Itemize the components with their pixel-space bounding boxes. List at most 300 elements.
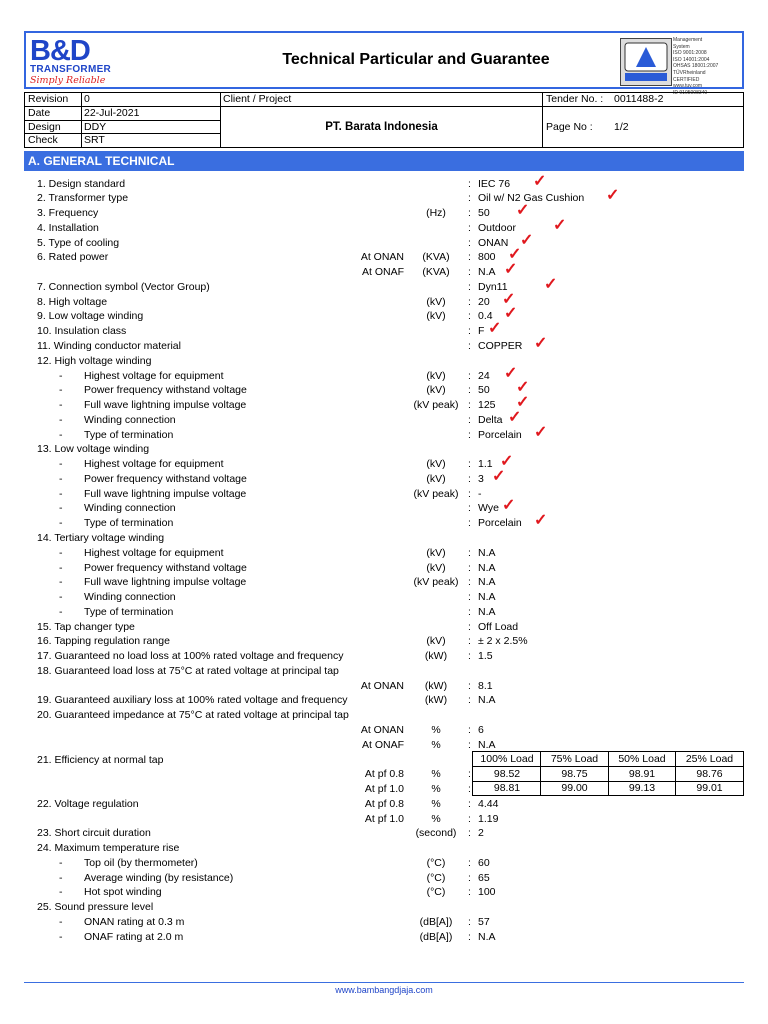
- cert-line: OHSAS 18001:2007: [673, 63, 719, 70]
- certification-text: [673, 37, 741, 96]
- client-value: PT. Barata Indonesia: [325, 121, 438, 133]
- spec-row: [0, 334, 768, 354]
- spec-label: 23. Short circuit duration: [37, 827, 151, 840]
- spec-value: ± 2 x 2.5%: [478, 635, 528, 648]
- spec-value: Outdoor: [478, 221, 516, 234]
- spec-value: 100: [478, 886, 496, 899]
- spec-unit: (kV): [426, 295, 446, 308]
- spec-sublabel: Type of termination: [84, 428, 174, 441]
- spec-unit: (°C): [426, 886, 446, 899]
- spec-row: [0, 305, 768, 324]
- spec-unit: (kW): [424, 679, 448, 692]
- spec-sublabel: Winding connection: [84, 413, 176, 426]
- checkmark-icon: ✓: [516, 394, 530, 412]
- spec-value: COPPER: [478, 339, 523, 352]
- spec-unit: (kV): [426, 561, 446, 574]
- efficiency-pf10-cell: 99.00: [561, 782, 588, 794]
- spec-label: 16. Tapping regulation range: [37, 635, 170, 648]
- spec-label: 17. Guaranteed no load loss at 100% rated voltage and frequency: [37, 650, 344, 663]
- spec-value: 50: [478, 384, 490, 397]
- spec-row: [0, 261, 768, 280]
- spec-colon: :: [468, 723, 471, 736]
- page-value: 1/2: [614, 121, 629, 133]
- spec-unit: (kV): [426, 384, 446, 397]
- spec-value: Porcelain: [478, 428, 522, 441]
- efficiency-header: 50% Load: [618, 753, 666, 765]
- spec-dash: -: [59, 886, 63, 899]
- spec-label: 2. Transformer type: [37, 192, 129, 205]
- spec-dash: -: [59, 856, 63, 869]
- checkmark-icon: ✓: [504, 305, 518, 323]
- spec-colon: :: [468, 546, 471, 559]
- spec-sublabel: Top oil (by thermometer): [84, 856, 198, 869]
- spec-sublabel: Type of termination: [84, 605, 174, 618]
- spec-colon: :: [468, 738, 471, 751]
- spec-value: N.A: [478, 546, 496, 559]
- spec-value: Oil w/ N2 Gas Cushion: [478, 192, 585, 205]
- spec-colon: :: [468, 827, 471, 840]
- spec-sublabel: ONAF rating at 2.0 m: [84, 930, 184, 943]
- spec-value: Delta: [478, 413, 503, 426]
- spec-row: [0, 453, 768, 472]
- spec-row: [0, 693, 768, 708]
- spec-value: 1.5: [478, 650, 493, 663]
- spec-row: [0, 561, 768, 576]
- spec-sublabel: Winding connection: [84, 502, 176, 515]
- spec-label: 22. Voltage regulation: [37, 797, 139, 810]
- spec-unit: %: [431, 812, 441, 825]
- spec-unit: %: [431, 783, 441, 796]
- spec-dash: -: [59, 916, 63, 928]
- spec-unit: (dB[A]): [419, 916, 453, 928]
- spec-row: [0, 408, 768, 428]
- spec-colon: :: [468, 517, 471, 530]
- efficiency-table: [472, 751, 744, 796]
- spec-colon: :: [468, 797, 471, 810]
- spec-colon: :: [468, 384, 471, 397]
- spec-colon: :: [468, 236, 471, 249]
- spec-row: [0, 487, 768, 502]
- spec-dash: -: [59, 576, 63, 589]
- spec-value: 6: [478, 723, 484, 736]
- spec-row: [0, 812, 768, 827]
- spec-row: [0, 202, 768, 221]
- spec-unit: %: [431, 797, 441, 810]
- spec-row: [0, 915, 768, 930]
- spec-row: [0, 797, 768, 812]
- checkmark-icon: ✓: [492, 467, 506, 485]
- spec-row: [0, 187, 768, 206]
- spec-label: 19. Guaranteed auxiliary loss at 100% rated voltage and frequency: [37, 694, 348, 707]
- spec-colon: :: [468, 369, 471, 382]
- spec-unit: (kV peak): [413, 399, 459, 412]
- spec-label: 5. Type of cooling: [37, 236, 120, 249]
- spec-value: -: [478, 487, 482, 500]
- spec-sublabel: Hot spot winding: [84, 886, 162, 899]
- design-value: DDY: [84, 121, 107, 133]
- spec-dash: -: [59, 472, 63, 485]
- spec-value: N.A: [478, 738, 496, 751]
- spec-dash: -: [59, 399, 63, 412]
- spec-sublabel: Power frequency withstand voltage: [84, 384, 247, 397]
- cert-line: ID 9105008340: [673, 89, 708, 96]
- spec-unit: (kV): [426, 472, 446, 485]
- spec-colon: :: [468, 768, 471, 781]
- spec-row: [0, 467, 768, 487]
- cert-line: Management: [673, 37, 703, 43]
- spec-row: [0, 885, 768, 900]
- client-label: Client / Project: [223, 93, 292, 105]
- spec-colon: :: [468, 295, 471, 308]
- spec-row: [0, 856, 768, 871]
- spec-unit: (kV): [426, 458, 446, 471]
- efficiency-header: 75% Load: [550, 753, 599, 765]
- spec-value: 800: [478, 251, 496, 264]
- spec-colon: :: [468, 930, 471, 943]
- checkmark-icon: ✓: [553, 216, 567, 234]
- spec-unit: (dB[A]): [419, 930, 453, 943]
- logo-subtitle: TRANSFORMER: [30, 64, 112, 75]
- efficiency-pf08-cell: 98.52: [493, 767, 521, 780]
- spec-row: [0, 231, 768, 251]
- spec-value: N.A: [478, 266, 496, 279]
- efficiency-header: 25% Load: [685, 753, 734, 765]
- spec-label: 12. High voltage winding: [37, 354, 152, 367]
- spec-label: 21. Efficiency at normal tap: [37, 753, 164, 766]
- spec-row: [0, 620, 768, 635]
- spec-colon: :: [468, 266, 471, 279]
- spec-colon: :: [468, 192, 471, 205]
- spec-colon: :: [468, 886, 471, 899]
- logo-tagline: Simply Reliable: [30, 75, 106, 86]
- spec-colon: :: [468, 916, 471, 928]
- spec-label: 15. Tap changer type: [37, 620, 135, 633]
- cert-line: CERTIFIED: [673, 76, 700, 83]
- certification-badge-icon: [620, 38, 672, 86]
- checkmark-icon: ✓: [502, 497, 516, 515]
- spec-label: 13. Low voltage winding: [37, 443, 150, 456]
- section-header: A. GENERAL TECHNICAL: [24, 151, 744, 171]
- check-value: SRT: [84, 134, 105, 146]
- spec-row: [0, 394, 768, 413]
- efficiency-header: 100% Load: [480, 753, 534, 765]
- spec-colon: :: [468, 413, 471, 426]
- spec-unit: (kW): [424, 650, 448, 663]
- spec-condition: At ONAN: [360, 679, 404, 692]
- spec-colon: :: [468, 679, 471, 692]
- spec-condition: At pf 0.8: [364, 768, 404, 781]
- spec-row: [0, 172, 768, 192]
- spec-dash: -: [59, 487, 63, 500]
- spec-condition: At pf 0.8: [364, 797, 404, 810]
- tender-value: 0011488-2: [614, 93, 664, 105]
- spec-sublabel: Type of termination: [84, 517, 174, 530]
- cert-line: ISO 14001:2004: [673, 56, 710, 63]
- spec-row: [0, 930, 768, 945]
- spec-label: 8. High voltage: [37, 295, 108, 308]
- spec-row: [0, 216, 768, 236]
- spec-row: [0, 290, 768, 310]
- checkmark-icon: ✓: [534, 334, 548, 352]
- checkmark-icon: ✓: [516, 202, 530, 220]
- spec-colon: :: [468, 428, 471, 441]
- cert-line: www.tuv.com: [673, 83, 703, 90]
- spec-dash: -: [59, 384, 63, 397]
- spec-colon: :: [468, 207, 471, 220]
- spec-row: [0, 723, 768, 738]
- spec-sublabel: Highest voltage for equipment: [84, 458, 224, 471]
- spec-unit: (kV): [426, 635, 446, 648]
- spec-value: 0.4: [478, 310, 493, 323]
- spec-unit: (kW): [424, 694, 448, 707]
- footer-divider: [24, 982, 744, 983]
- spec-colon: :: [468, 502, 471, 515]
- spec-row: [0, 871, 768, 886]
- spec-unit: (kV peak): [413, 487, 459, 500]
- spec-colon: :: [468, 339, 471, 352]
- spec-sublabel: Average winding (by resistance): [84, 871, 234, 884]
- spec-value: Porcelain: [478, 517, 522, 530]
- spec-value: 20: [478, 295, 490, 308]
- spec-dash: -: [59, 930, 63, 943]
- spec-sublabel: Highest voltage for equipment: [84, 546, 224, 559]
- spec-sublabel: Winding connection: [84, 591, 176, 604]
- spec-condition: At ONAN: [360, 723, 404, 736]
- page-title: Technical Particular and Guarantee: [282, 51, 550, 68]
- spec-label: 20. Guaranteed impedance at 75°C at rated voltage at principal tap: [37, 709, 349, 722]
- checkmark-icon: ✓: [534, 512, 548, 530]
- spec-sublabel: Full wave lightning impulse voltage: [84, 399, 247, 412]
- spec-row: [0, 546, 768, 561]
- spec-row: [0, 379, 768, 398]
- checkmark-icon: ✓: [606, 187, 620, 205]
- spec-label: 25. Sound pressure level: [37, 901, 154, 914]
- spec-dash: -: [59, 561, 63, 574]
- spec-dash: -: [59, 517, 63, 530]
- spec-row: [0, 841, 768, 856]
- page-label: Page No :: [546, 121, 593, 133]
- spec-label: 4. Installation: [37, 221, 99, 234]
- spec-value: N.A: [478, 591, 496, 604]
- spec-row: [0, 364, 768, 384]
- date-value: 22-Jul-2021: [84, 107, 140, 119]
- spec-colon: :: [468, 620, 471, 633]
- spec-dash: -: [59, 413, 63, 426]
- document-info-table: [24, 89, 744, 148]
- spec-row: [0, 679, 768, 694]
- spec-colon: :: [468, 650, 471, 663]
- spec-unit: (°C): [426, 856, 446, 869]
- spec-colon: :: [468, 310, 471, 323]
- spec-condition: At ONAF: [361, 266, 404, 279]
- spec-value: 65: [478, 871, 490, 884]
- spec-row: [0, 649, 768, 664]
- spec-unit: (second): [415, 827, 457, 840]
- spec-colon: :: [468, 694, 471, 707]
- spec-colon: :: [468, 783, 471, 796]
- spec-value: IEC 76: [478, 177, 511, 190]
- spec-label: 7. Connection symbol (Vector Group): [37, 280, 210, 293]
- efficiency-pf08-cell: 98.75: [561, 767, 588, 780]
- spec-colon: :: [468, 561, 471, 574]
- spec-row: [0, 708, 768, 723]
- spec-row: [0, 531, 768, 546]
- spec-unit: (kV): [426, 546, 446, 559]
- spec-colon: :: [468, 325, 471, 338]
- date-label: Date: [28, 107, 51, 119]
- spec-colon: :: [468, 399, 471, 412]
- spec-sublabel: Full wave lightning impulse voltage: [84, 487, 247, 500]
- logo-brand: B&D: [30, 35, 90, 67]
- spec-value: 1.1: [478, 458, 493, 471]
- spec-condition: At pf 1.0: [364, 812, 404, 825]
- checkmark-icon: ✓: [488, 320, 502, 338]
- spec-sublabel: Power frequency withstand voltage: [84, 561, 247, 574]
- checkmark-icon: ✓: [508, 408, 522, 426]
- spec-unit: (kV): [426, 310, 446, 323]
- spec-colon: :: [468, 458, 471, 471]
- spec-sublabel: Full wave lightning impulse voltage: [84, 576, 247, 589]
- checkmark-icon: ✓: [504, 364, 518, 382]
- checkmark-icon: ✓: [504, 261, 518, 279]
- spec-row: [0, 900, 768, 915]
- spec-row: [0, 590, 768, 605]
- spec-row: [0, 246, 768, 265]
- spec-value: ONAN: [478, 236, 509, 249]
- spec-value: F: [478, 325, 485, 338]
- check-label: Check: [28, 134, 58, 146]
- spec-sublabel: ONAN rating at 0.3 m: [84, 916, 185, 928]
- spec-row: [0, 320, 768, 339]
- spec-value: N.A: [478, 930, 496, 943]
- spec-colon: :: [468, 812, 471, 825]
- efficiency-pf10-cell: 99.13: [628, 782, 656, 794]
- checkmark-icon: ✓: [508, 246, 522, 264]
- spec-unit: %: [431, 723, 441, 736]
- checkmark-icon: ✓: [500, 453, 514, 471]
- spec-row: [0, 497, 768, 516]
- spec-row: [0, 354, 768, 369]
- spec-label: 14. Tertiary voltage winding: [37, 531, 165, 544]
- document-header: [24, 31, 744, 96]
- spec-value: 50: [478, 207, 490, 220]
- revision-label: Revision: [28, 93, 69, 105]
- spec-value: N.A: [478, 605, 496, 618]
- spec-row: [0, 575, 768, 590]
- spec-unit: (kV peak): [413, 576, 459, 589]
- spec-label: 10. Insulation class: [37, 325, 127, 338]
- spec-label: 11. Winding conductor material: [37, 339, 181, 352]
- spec-dash: -: [59, 605, 63, 618]
- cert-line: TÜVRheinland: [673, 69, 706, 76]
- checkmark-icon: ✓: [520, 231, 534, 249]
- spec-value: N.A: [478, 576, 496, 589]
- spec-label: 18. Guaranteed load loss at 75°C at rated voltage at principal tap: [37, 664, 339, 677]
- efficiency-pf10-cell: 98.81: [493, 782, 521, 794]
- spec-condition: At ONAN: [360, 251, 404, 264]
- spec-row: [0, 512, 768, 531]
- spec-colon: :: [468, 221, 471, 234]
- spec-colon: :: [468, 251, 471, 264]
- spec-value: 3: [478, 472, 484, 485]
- spec-value: 1.19: [478, 812, 499, 825]
- spec-colon: :: [468, 856, 471, 869]
- spec-unit: %: [431, 768, 441, 781]
- spec-label: 24. Maximum temperature rise: [37, 842, 180, 855]
- spec-dash: -: [59, 871, 63, 884]
- spec-sublabel: Power frequency withstand voltage: [84, 472, 247, 485]
- efficiency-pf08-cell: 98.76: [696, 767, 723, 780]
- spec-value: 60: [478, 856, 490, 869]
- cert-line: ISO 9001:2008: [673, 50, 707, 57]
- spec-unit: (KVA): [422, 266, 450, 279]
- spec-colon: :: [468, 487, 471, 500]
- spec-value: Off Load: [478, 620, 519, 633]
- spec-value: 57: [478, 916, 490, 928]
- spec-value: 125: [478, 399, 496, 412]
- checkmark-icon: ✓: [502, 290, 516, 308]
- spec-unit: %: [431, 738, 441, 751]
- spec-unit: (°C): [426, 871, 446, 884]
- spec-unit: (KVA): [422, 251, 450, 264]
- spec-colon: :: [468, 605, 471, 618]
- spec-colon: :: [468, 576, 471, 589]
- spec-sublabel: Highest voltage for equipment: [84, 369, 224, 382]
- spec-colon: :: [468, 177, 471, 190]
- spec-row: [0, 664, 768, 679]
- spec-colon: :: [468, 591, 471, 604]
- checkmark-icon: ✓: [534, 423, 548, 441]
- spec-row: [0, 275, 768, 295]
- spec-value: 24: [478, 369, 490, 382]
- spec-row: [0, 634, 768, 649]
- spec-row: [0, 423, 768, 443]
- revision-value: 0: [84, 93, 90, 105]
- spec-label: 6. Rated power: [37, 251, 109, 264]
- spec-row: [0, 442, 768, 457]
- checkmark-icon: ✓: [516, 379, 530, 397]
- spec-value: N.A: [478, 694, 496, 707]
- spec-unit: (kV): [426, 369, 446, 382]
- spec-dash: -: [59, 458, 63, 471]
- spec-colon: :: [468, 871, 471, 884]
- spec-value: Dyn11: [478, 280, 508, 293]
- spec-dash: -: [59, 546, 63, 559]
- spec-label: 1. Design standard: [37, 177, 126, 190]
- spec-row: [0, 605, 768, 620]
- checkmark-icon: ✓: [533, 172, 547, 190]
- tender-label: Tender No. :: [546, 93, 604, 105]
- spec-value: 8.1: [478, 679, 493, 692]
- spec-label: 3. Frequency: [37, 207, 99, 220]
- spec-dash: -: [59, 591, 63, 604]
- efficiency-pf10-cell: 99.01: [696, 782, 723, 794]
- spec-row: [0, 826, 768, 841]
- checkmark-icon: ✓: [544, 275, 558, 293]
- spec-value: Wye: [478, 502, 499, 515]
- spec-value: 2: [478, 827, 484, 840]
- spec-colon: :: [468, 280, 471, 293]
- spec-colon: :: [468, 472, 471, 485]
- footer-website-link[interactable]: www.bambangdjaja.com: [335, 985, 433, 995]
- cert-line: System: [673, 43, 690, 50]
- efficiency-pf08-cell: 98.91: [628, 767, 656, 780]
- spec-value: N.A: [478, 561, 496, 574]
- spec-condition: At ONAF: [361, 738, 404, 751]
- spec-colon: :: [468, 635, 471, 648]
- spec-unit: (Hz): [426, 207, 446, 220]
- spec-dash: -: [59, 428, 63, 441]
